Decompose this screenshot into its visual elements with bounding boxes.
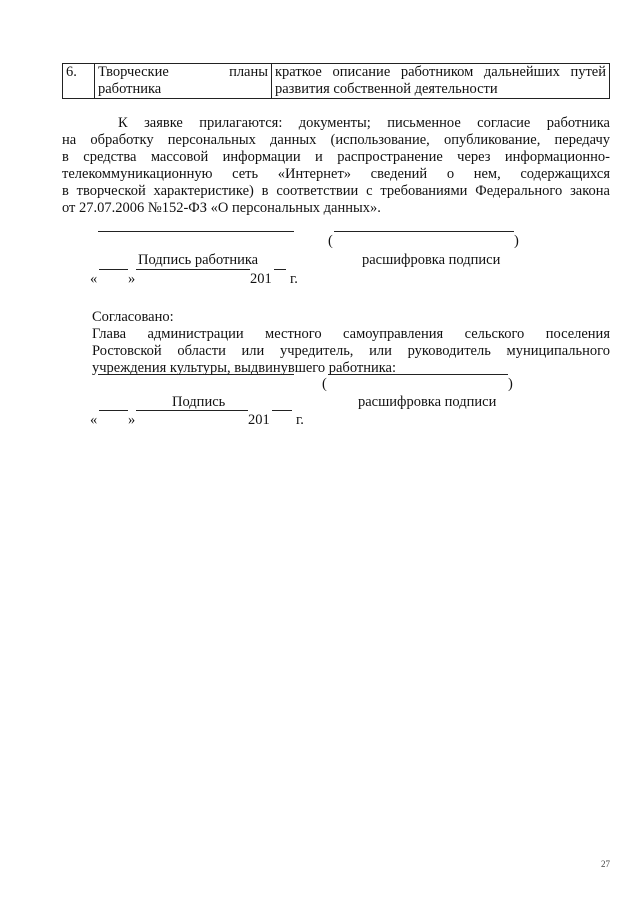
approval-date-suffix: г.: [296, 412, 304, 428]
attachments-line-6: от 27.07.2006 №152-ФЗ «О персональных данных».: [62, 200, 381, 216]
approval-decode-line: [328, 374, 508, 375]
approval-date-year: 201: [248, 412, 270, 428]
worker-decode-paren-close: ): [514, 233, 519, 249]
attachments-line-1: К заявке прилагаются: документы; письменное согласие работника: [118, 115, 610, 131]
worker-date-suffix: г.: [290, 271, 298, 287]
approval-date-day-line: [99, 410, 128, 411]
approval-date-year-line: [272, 410, 292, 411]
worker-date-year: 201: [250, 271, 272, 287]
approval-line-3: учреждения культуры, выдвинувшего работника:: [92, 360, 397, 376]
approval-signature-label: Подпись: [172, 394, 226, 410]
row-title-line2: работника: [98, 81, 162, 97]
approval-paragraph: [92, 326, 610, 377]
worker-date-year-line: [274, 269, 286, 270]
approval-line-1: Глава администрации местного самоуправления сельского поселения: [92, 326, 610, 342]
criteria-table: [62, 63, 610, 99]
table-row: [63, 64, 610, 99]
row-title: [95, 64, 272, 99]
attachments-line-4: телекоммуникационную сеть «Интернет» сведений о нем, содержащихся: [62, 166, 610, 182]
approval-date-open: «: [90, 412, 98, 428]
attachments-line-3: в средства массовой информации и распространение через информационно-: [62, 149, 610, 165]
approval-decode-paren-close: ): [508, 376, 513, 392]
row-desc-line1: краткое описание работником дальнейших путей: [275, 64, 606, 80]
row-desc-line2: развития собственной деятельности: [275, 81, 498, 97]
worker-signature-line: [98, 231, 294, 232]
row-number: 6.: [63, 64, 95, 99]
approval-signature-line: [98, 374, 294, 375]
worker-decode-label: расшифровка подписи: [362, 252, 501, 268]
worker-date-mid: »: [128, 271, 136, 287]
attachments-line-5: в творческой характеристике) в соответствии с требованиями Федерального закона: [62, 183, 610, 199]
row-title-word1: Творческие: [98, 64, 169, 80]
approval-line-2: Ростовской области или учредитель, или руководитель муниципального: [92, 343, 610, 359]
worker-date-open: «: [90, 271, 98, 287]
worker-date-month-line: [136, 269, 250, 270]
attachments-line-2: на обработку персональных данных (использование, опубликование, передачу: [62, 132, 610, 148]
approval-decode-label: расшифровка подписи: [358, 394, 497, 410]
approval-date-mid: »: [128, 412, 136, 428]
approval-decode-paren-open: (: [322, 376, 327, 392]
approval-heading: Согласовано:: [92, 309, 174, 325]
page-number: 27: [601, 859, 610, 869]
row-description: [272, 64, 610, 99]
worker-date-day-line: [99, 269, 128, 270]
attachments-paragraph: [62, 115, 610, 217]
worker-decode-line: [334, 231, 514, 232]
approval-date-month-line: [136, 410, 248, 411]
worker-decode-paren-open: (: [328, 233, 333, 249]
row-title-word2: планы: [229, 64, 268, 80]
worker-signature-label: Подпись работника: [138, 252, 259, 268]
